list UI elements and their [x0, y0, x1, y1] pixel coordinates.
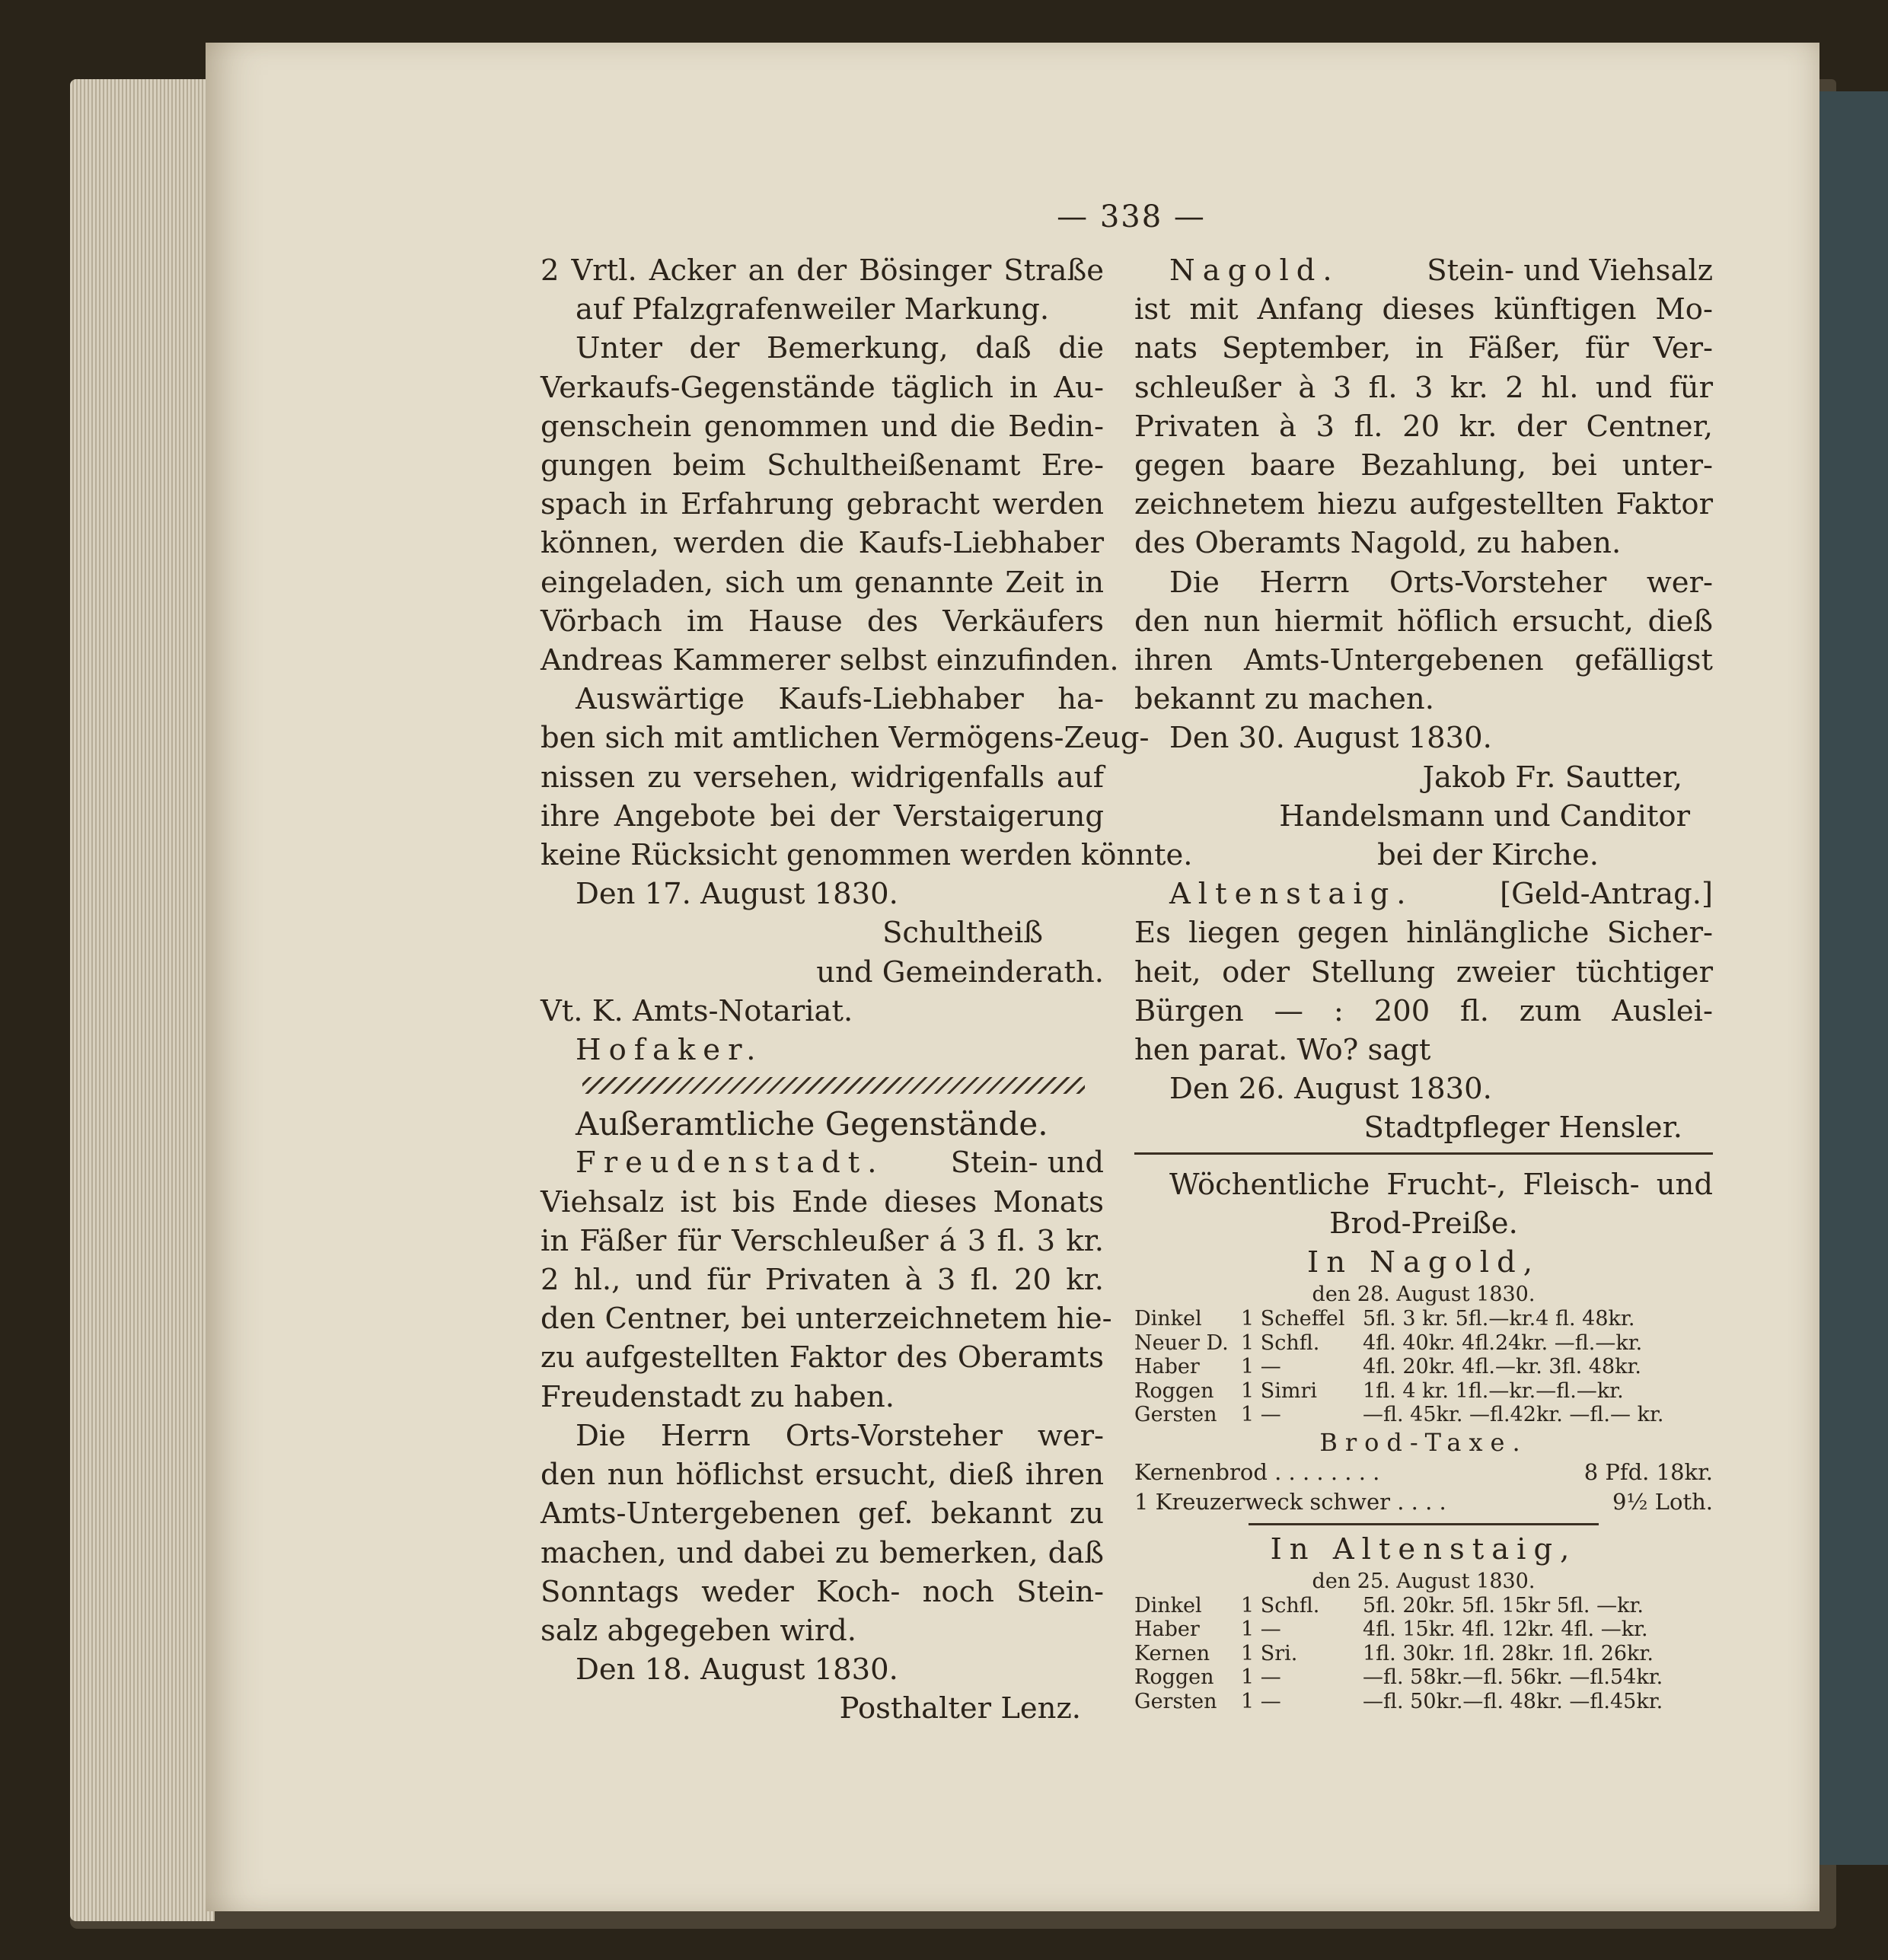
text-line: zeichnetem hiezu aufgestellten Faktor	[1134, 487, 1713, 522]
place-heading: Freudenstadt.	[576, 1146, 885, 1181]
text-line: Amts-Untergebenen gef. bekannt zu	[541, 1496, 1104, 1531]
price-cell: —fl. 45kr. —fl.42kr. —fl.— kr.	[1363, 1403, 1664, 1427]
text-line: des Oberamts Nagold, zu haben.	[1134, 526, 1622, 561]
text-line	[541, 1143, 1104, 1182]
signature-line: Stadtpfleger Hensler.	[1363, 1111, 1682, 1146]
table-row	[1134, 1355, 1713, 1379]
price-table-nagold	[1134, 1307, 1713, 1427]
text-line: können, werden die Kaufs-Liebhaber	[541, 526, 1104, 561]
table-row	[1134, 1331, 1713, 1356]
place-heading: Altenstaig.	[1169, 877, 1414, 912]
text-line: ihren Amts-Untergebenen gefälligst	[1134, 643, 1713, 678]
date-line: Den 18. August 1830.	[576, 1652, 898, 1688]
text-line: Es liegen gegen hinlängliche Sicher-	[1134, 916, 1713, 951]
text-line: nats September, in Fäßer, für Ver-	[1134, 331, 1713, 366]
price-cell: 4fl. 40kr. 4fl.24kr. —fl.—kr.	[1363, 1331, 1643, 1355]
unit-cell: 1 —	[1241, 1403, 1281, 1427]
text-line: Freudenstadt zu haben.	[541, 1379, 895, 1414]
date-line: Den 17. August 1830.	[576, 877, 898, 912]
price-cell: 4fl. 15kr. 4fl. 12kr. 4fl. —kr.	[1363, 1617, 1648, 1642]
unit-cell: 1 —	[1241, 1689, 1281, 1713]
notary-name: Hofaker.	[576, 1033, 764, 1068]
page-edges	[70, 79, 215, 1921]
table-row	[1134, 1594, 1713, 1618]
text-line: hen parat. Wo? sagt	[1134, 1033, 1431, 1068]
text-line: eingeladen, sich um genannte Zeit in	[541, 565, 1104, 600]
unit-cell: 1 Sri.	[1241, 1641, 1298, 1665]
table-row	[1134, 1307, 1713, 1331]
grain-cell: Haber	[1134, 1617, 1200, 1642]
text-line	[1134, 251, 1713, 290]
text-line: gegen baare Bezahlung, bei unter-	[1134, 448, 1713, 483]
table-divider	[1249, 1523, 1599, 1525]
price-cell: —fl. 58kr.—fl. 56kr. —fl.54kr.	[1363, 1665, 1663, 1690]
brod-item: 1 Kreuzerweck schwer . . . .	[1134, 1488, 1446, 1515]
grain-cell: Haber	[1134, 1355, 1200, 1379]
grain-cell: Roggen	[1134, 1665, 1214, 1690]
table-row	[1134, 1690, 1713, 1714]
text-line: den nun hiermit höflich ersucht, dieß	[1134, 604, 1713, 639]
table-row	[1134, 1617, 1713, 1642]
price-table-altenstaig	[1134, 1594, 1713, 1714]
table-row	[1134, 1665, 1713, 1690]
unit-cell: 1 Scheffel	[1241, 1307, 1345, 1331]
text-line: Auswärtige Kaufs-Liebhaber ha-	[576, 682, 1104, 717]
table-row	[1134, 1403, 1713, 1427]
price-cell: 1fl. 4 kr. 1fl.—kr.—fl.—kr.	[1363, 1378, 1624, 1403]
unit-cell: 1 —	[1241, 1617, 1281, 1642]
signature-line: Handelsmann und Canditor	[1279, 798, 1690, 833]
unit-cell: 1 —	[1241, 1355, 1281, 1379]
text-line: schleußer à 3 fl. 3 kr. 2 hl. und für	[1134, 370, 1713, 405]
table-row	[1134, 1379, 1713, 1404]
text-line: zu aufgestellten Faktor des Oberamts	[541, 1340, 1104, 1375]
text-fragment: Stein- und Viehsalz	[1427, 253, 1713, 288]
text-line: bekannt zu machen.	[1134, 682, 1434, 717]
grain-cell: Kernen	[1134, 1641, 1210, 1665]
page-number: — 338 —	[1057, 199, 1206, 234]
unit-cell: 1 Simri	[1241, 1378, 1318, 1403]
text-line: den Centner, bei unterzeichnetem hie-	[541, 1302, 1112, 1337]
price-cell: —fl. 50kr.—fl. 48kr. —fl.45kr.	[1363, 1689, 1663, 1713]
text-line	[1134, 875, 1713, 913]
ad-tag: [Geld-Antrag.]	[1500, 877, 1713, 912]
signature-line: und Gemeinderath.	[816, 955, 1104, 990]
page-gutter-shadow	[1812, 91, 1888, 1865]
unit-cell: 1 —	[1241, 1665, 1281, 1690]
text-line: machen, und dabei zu bemerken, daß	[541, 1535, 1104, 1570]
text-line: auf Pfalzgrafenweiler Markung.	[576, 292, 1050, 327]
grain-cell: Gersten	[1134, 1689, 1217, 1713]
prices-heading: Brod-Preiße.	[1329, 1206, 1518, 1241]
prices-heading: Wöchentliche Frucht-, Fleisch- und	[1169, 1167, 1713, 1202]
price-cell: 5fl. 3 kr. 5fl.—kr.4 fl. 48kr.	[1363, 1307, 1635, 1331]
date-line: Den 30. August 1830.	[1169, 721, 1492, 756]
text-line: Bürgen — : 200 fl. zum Auslei-	[1134, 993, 1713, 1028]
table-row	[1134, 1642, 1713, 1666]
text-line: Sonntags weder Koch- noch Stein-	[541, 1574, 1104, 1609]
text-fragment: Stein- und	[950, 1146, 1104, 1181]
brod-value: 8 Pfd. 18kr.	[1583, 1458, 1713, 1485]
signature-line: Schultheiß	[882, 916, 1043, 951]
unit-cell: 1 Schfl.	[1241, 1331, 1320, 1355]
text-line: den nun höflichst ersucht, dieß ihren	[541, 1458, 1104, 1493]
text-line: spach in Erfahrung gebracht werden	[541, 487, 1104, 522]
text-line: Privaten à 3 fl. 20 kr. der Centner,	[1134, 409, 1713, 444]
text-line: salz abgegeben wird.	[541, 1613, 857, 1648]
grain-cell: Dinkel	[1134, 1307, 1202, 1331]
text-line: gungen beim Schultheißenamt Ere-	[541, 448, 1104, 483]
signature-line: Jakob Fr. Sautter,	[1422, 760, 1682, 795]
text-line: Die Herrn Orts-Vorsteher wer-	[1169, 565, 1713, 600]
wavy-divider	[582, 1077, 1085, 1094]
text-line: Vörbach im Hause des Verkäufers	[541, 604, 1104, 639]
brod-row	[1134, 1487, 1713, 1517]
grain-cell: Gersten	[1134, 1403, 1217, 1427]
section-rule	[1134, 1152, 1713, 1155]
price-cell: 5fl. 20kr. 5fl. 15kr 5fl. —kr.	[1363, 1593, 1644, 1617]
market-place: In Nagold,	[1307, 1245, 1540, 1280]
text-line: 2 hl., und für Privaten à 3 fl. 20 kr.	[541, 1263, 1104, 1298]
price-cell: 1fl. 30kr. 1fl. 28kr. 1fl. 26kr.	[1363, 1641, 1654, 1665]
text-line: 2 Vrtl. Acker an der Bösinger Straße	[541, 253, 1104, 288]
brod-row	[1134, 1458, 1713, 1487]
text-line: Viehsalz ist bis Ende dieses Monats	[541, 1184, 1104, 1219]
text-line: Unter der Bemerkung, daß die	[576, 331, 1104, 366]
unit-cell: 1 Schfl.	[1241, 1593, 1320, 1617]
market-date: den 28. August 1830.	[1312, 1283, 1536, 1307]
text-line: ist mit Anfang dieses künftigen Mo-	[1134, 292, 1713, 327]
text-line: in Fäßer für Verschleußer á 3 fl. 3 kr.	[541, 1223, 1104, 1258]
text-line: Die Herrn Orts-Vorsteher wer-	[576, 1418, 1104, 1453]
right-column	[1134, 251, 1713, 1713]
text-line: ihre Angebote bei der Verstaigerung	[541, 798, 1104, 833]
price-cell: 4fl. 20kr. 4fl.—kr. 3fl. 48kr.	[1363, 1355, 1642, 1379]
text-line: heit, oder Stellung zweier tüchtiger	[1134, 955, 1713, 990]
text-line: ben sich mit amtlichen Vermögens-Zeug-	[541, 721, 1150, 756]
text-line: Verkaufs-Gegenstände täglich in Au-	[541, 370, 1104, 405]
grain-cell: Neuer D.	[1134, 1331, 1229, 1355]
signature-line: Posthalter Lenz.	[839, 1691, 1081, 1726]
brod-value: 9½ Loth.	[1612, 1488, 1713, 1515]
text-line: keine Rücksicht genommen werden könnte.	[541, 838, 1193, 873]
text-line: genschein genommen und die Bedin-	[541, 409, 1104, 444]
brod-heading: Brod-Taxe.	[1319, 1427, 1528, 1457]
date-line: Den 26. August 1830.	[1169, 1072, 1492, 1107]
market-place: In Altenstaig,	[1270, 1531, 1577, 1566]
section-heading: Außeramtliche Gegenstände.	[576, 1105, 1048, 1143]
grain-cell: Roggen	[1134, 1378, 1214, 1403]
text-line: nissen zu versehen, widrigenfalls auf	[541, 760, 1104, 795]
place-heading: Nagold.	[1169, 253, 1340, 288]
text-line: Andreas Kammerer selbst einzufinden.	[541, 643, 1119, 678]
notariat-line: Vt. K. Amts-Notariat.	[541, 993, 853, 1028]
market-date: den 25. August 1830.	[1312, 1569, 1536, 1593]
signature-line: bei der Kirche.	[1377, 838, 1599, 873]
brod-item: Kernenbrod . . . . . . . .	[1134, 1458, 1380, 1485]
grain-cell: Dinkel	[1134, 1593, 1202, 1617]
